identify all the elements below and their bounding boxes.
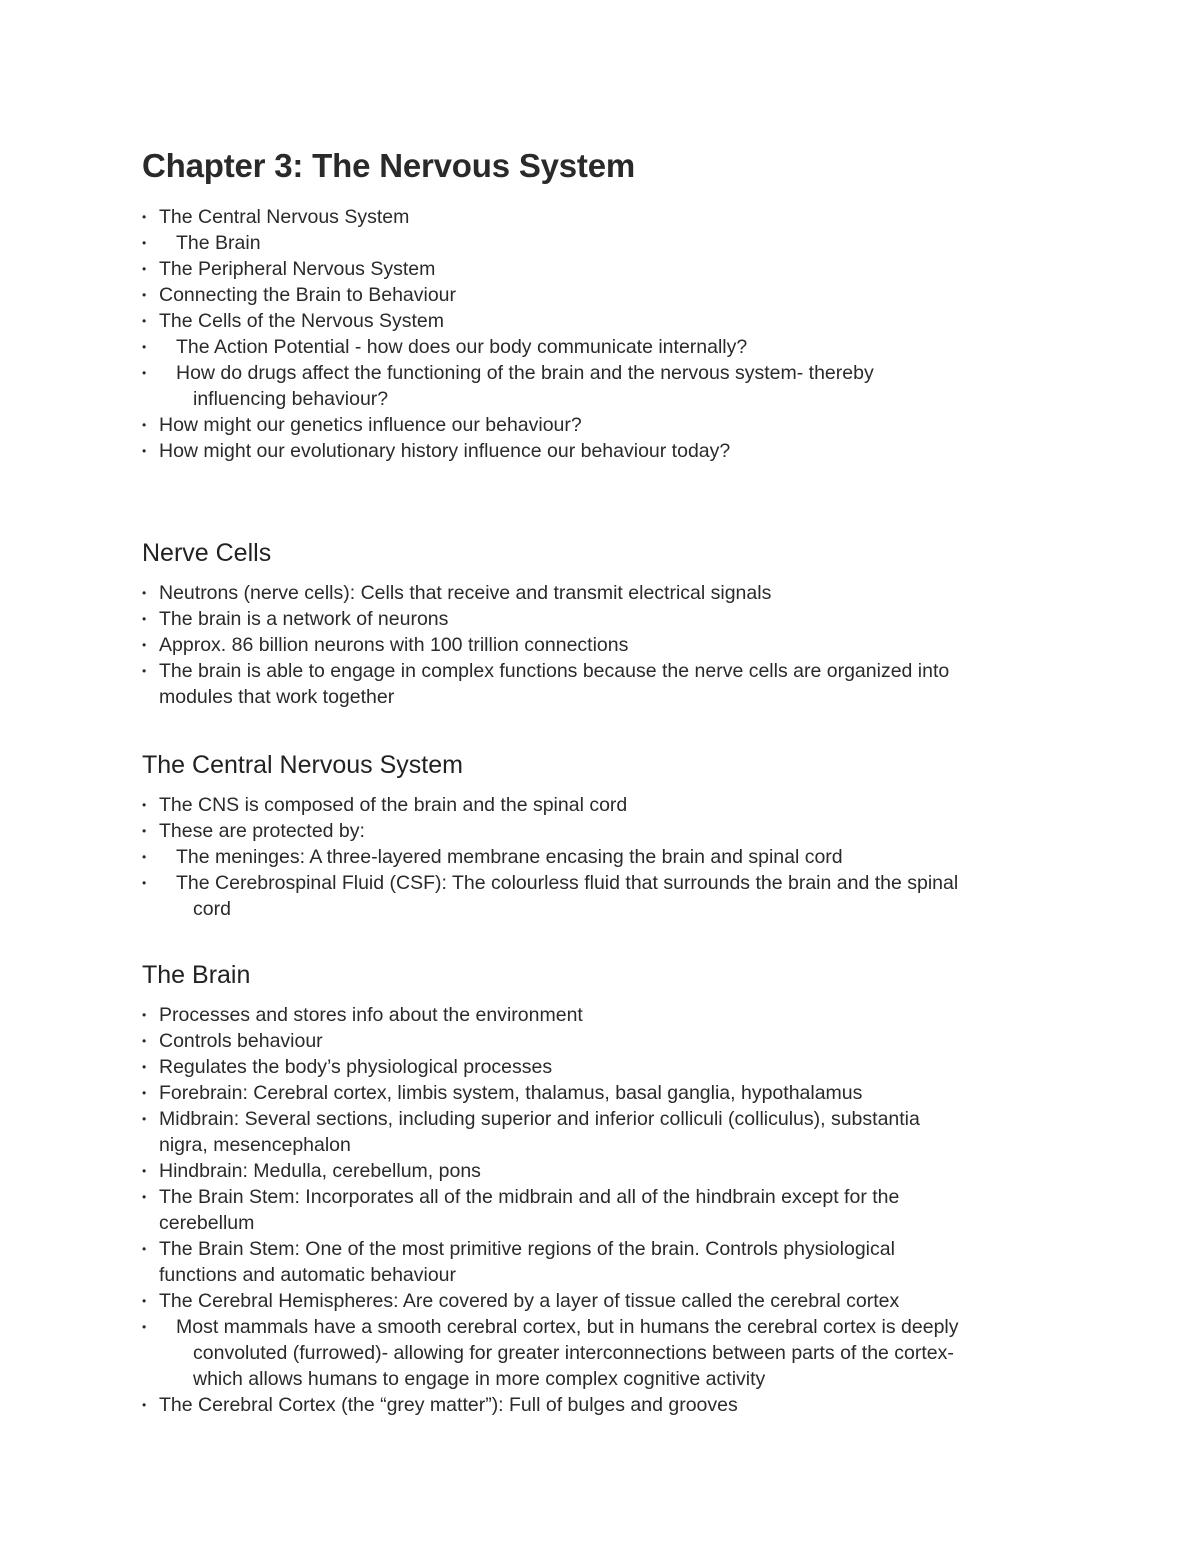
list-item: • The Brain Stem: Incorporates all of the midbrain and all of the hindbrain except for the cerebellum — [142, 1186, 900, 1234]
bullet-icon: • — [142, 210, 147, 224]
nerve-cells-section — [142, 538, 1062, 710]
bullet-icon: • — [142, 418, 147, 432]
bullet-icon: • — [142, 1060, 147, 1074]
section-heading: The Central Nervous System — [142, 751, 463, 779]
bullet-icon: • — [142, 798, 147, 812]
list-item: • The Brain Stem: One of the most primitive regions of the brain. Controls physiological functions and automatic behaviour — [142, 1238, 895, 1286]
bullet-icon: • — [142, 236, 147, 250]
list-item: • The Cerebral Hemispheres: Are covered by a layer of tissue called the cerebral cortex — [142, 1290, 900, 1312]
overview-list — [142, 204, 1062, 464]
section-heading: The Brain — [142, 961, 251, 989]
bullet-icon: • — [142, 1190, 147, 1204]
bullet-icon: • — [142, 612, 147, 626]
list-item: • The Central Nervous System — [142, 206, 410, 228]
bullet-icon: • — [142, 1008, 147, 1022]
list-item: • How might our genetics influence our behaviour? — [142, 414, 582, 436]
bullet-icon: • — [142, 1086, 147, 1100]
list-item: • Approx. 86 billion neurons with 100 trillion connections — [142, 634, 629, 656]
document-page — [142, 146, 1062, 1418]
bullet-icon: • — [142, 1294, 147, 1308]
list-item: • Controls behaviour — [142, 1030, 323, 1052]
list-item: • Hindbrain: Medulla, cerebellum, pons — [142, 1160, 481, 1182]
list-item: • Regulates the body’s physiological processes — [142, 1056, 553, 1078]
section-heading: Nerve Cells — [142, 539, 272, 567]
bullet-icon: • — [142, 586, 147, 600]
nerve-cells-list — [142, 580, 1062, 710]
brain-list — [142, 1002, 1062, 1418]
list-item: • These are protected by: — [142, 820, 365, 842]
bullet-icon: • — [142, 262, 147, 276]
bullet-icon: • — [142, 1034, 147, 1048]
list-item: • The Cerebrospinal Fluid (CSF): The colourless fluid that surrounds the brain and the spinal cord — [142, 872, 959, 920]
list-item: • Connecting the Brain to Behaviour — [142, 284, 457, 306]
list-item: • The Peripheral Nervous System — [142, 258, 436, 280]
chapter-overview-section — [142, 146, 1062, 464]
bullet-icon: • — [142, 444, 147, 458]
list-item: • How do drugs affect the functioning of the brain and the nervous system- thereby influencing behaviour? — [142, 362, 874, 410]
list-item: • Neutrons (nerve cells): Cells that receive and transmit electrical signals — [142, 582, 772, 604]
bullet-icon: • — [142, 664, 147, 678]
bullet-icon: • — [142, 1320, 147, 1334]
bullet-icon: • — [142, 850, 147, 864]
bullet-icon: • — [142, 288, 147, 302]
bullet-icon: • — [142, 1164, 147, 1178]
brain-section — [142, 960, 1062, 1418]
bullet-icon: • — [142, 314, 147, 328]
bullet-icon: • — [142, 340, 147, 354]
list-item: • Most mammals have a smooth cerebral cortex, but in humans the cerebral cortex is deeply convoluted (furrowed)- allowing for greater interconnections between parts of the cortex- which allows humans to engage in more complex cognitive activity — [142, 1316, 959, 1390]
cns-list — [142, 792, 1062, 922]
bullet-icon: • — [142, 366, 147, 380]
cns-section — [142, 750, 1062, 922]
list-item: • Midbrain: Several sections, including superior and inferior colliculi (colliculus), substantia nigra, mesencephalon — [142, 1108, 920, 1156]
list-item: • The Brain — [142, 232, 261, 254]
bullet-icon: • — [142, 638, 147, 652]
list-item: • The Cerebral Cortex (the “grey matter”): Full of bulges and grooves — [142, 1394, 738, 1416]
list-item: • The brain is a network of neurons — [142, 608, 449, 630]
list-item: • Processes and stores info about the environment — [142, 1004, 583, 1026]
list-item: • The Action Potential - how does our body communicate internally? — [142, 336, 748, 358]
bullet-icon: • — [142, 1398, 147, 1412]
list-item: • The meninges: A three-layered membrane encasing the brain and spinal cord — [142, 846, 843, 868]
list-item: • How might our evolutionary history influence our behaviour today? — [142, 440, 731, 462]
bullet-icon: • — [142, 1242, 147, 1256]
chapter-title: Chapter 3: The Nervous System — [142, 147, 636, 184]
list-item: • The brain is able to engage in complex functions because the nerve cells are organized into modules that work together — [142, 660, 950, 708]
bullet-icon: • — [142, 1112, 147, 1126]
list-item: • Forebrain: Cerebral cortex, limbis system, thalamus, basal ganglia, hypothalamus — [142, 1082, 863, 1104]
list-item: • The CNS is composed of the brain and the spinal cord — [142, 794, 628, 816]
bullet-icon: • — [142, 824, 147, 838]
bullet-icon: • — [142, 876, 147, 890]
list-item: • The Cells of the Nervous System — [142, 310, 445, 332]
